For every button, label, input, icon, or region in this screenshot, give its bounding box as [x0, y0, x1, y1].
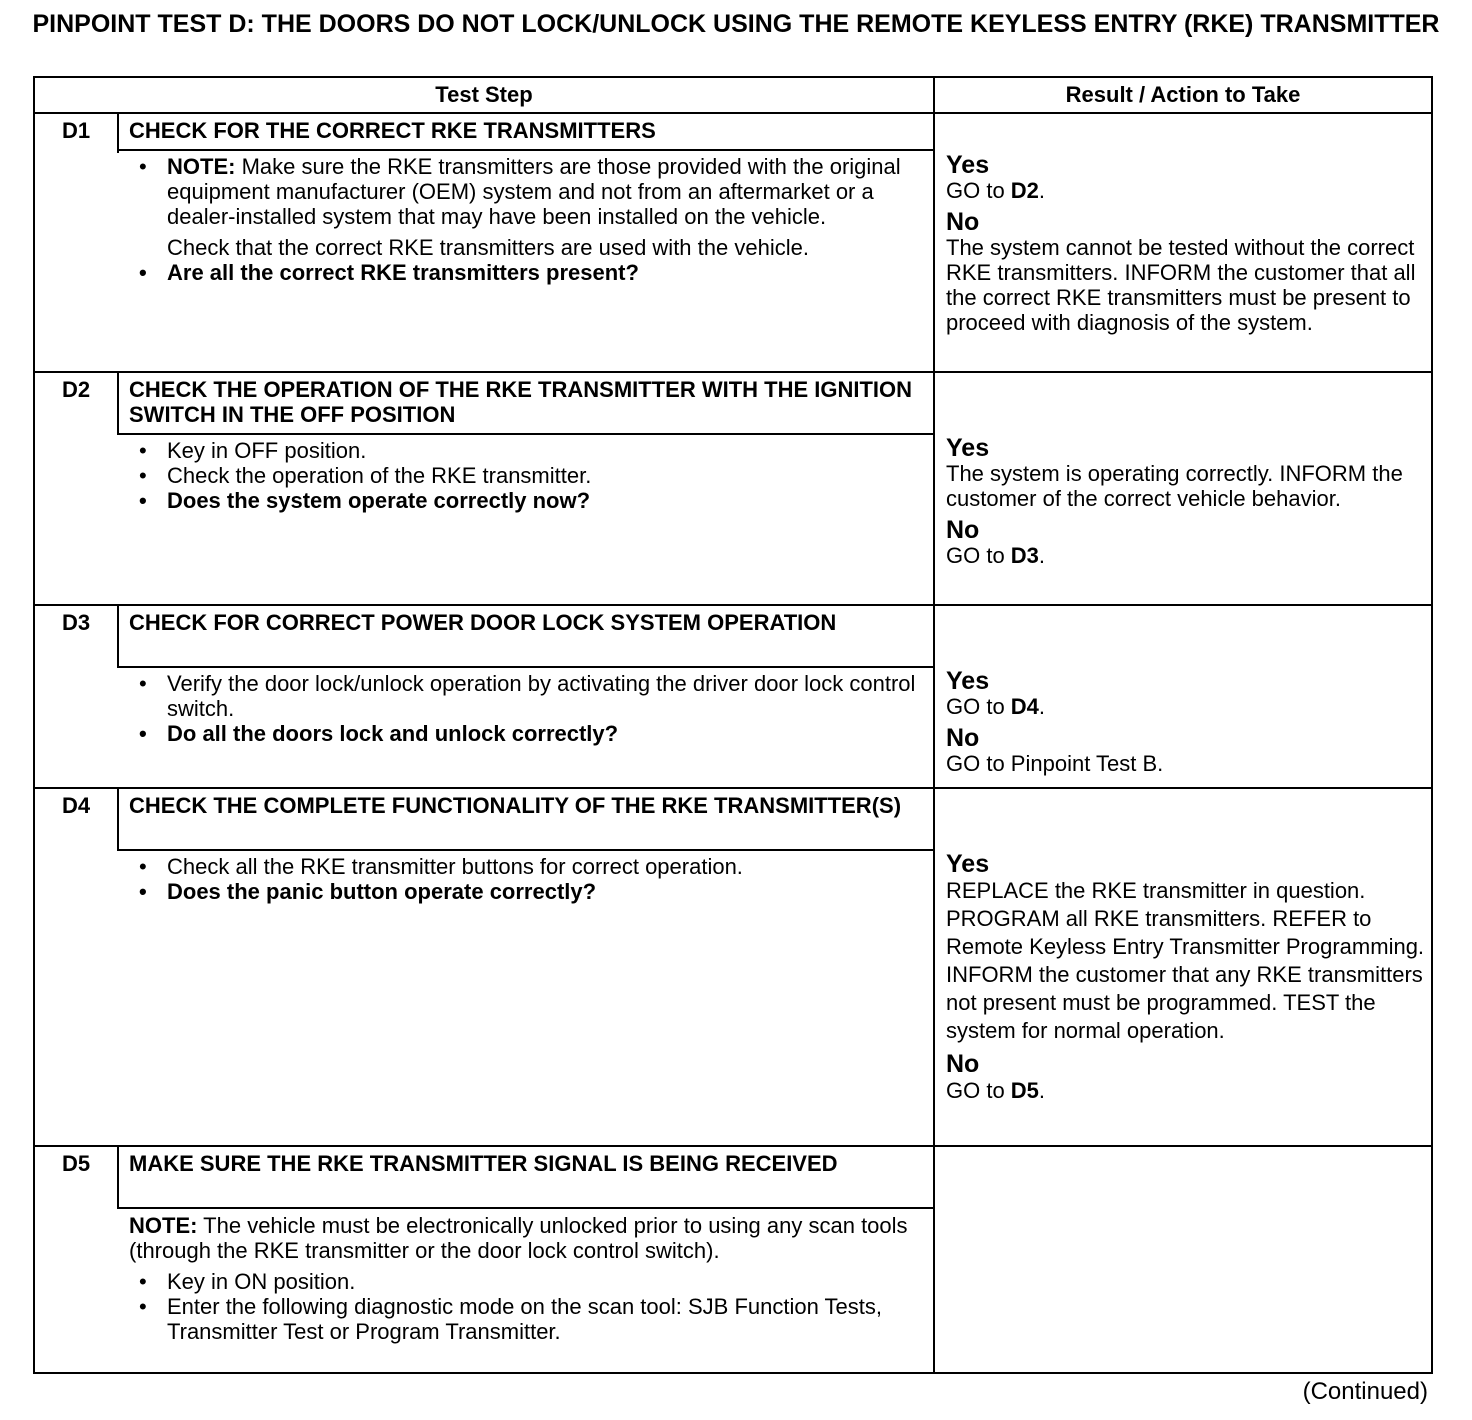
no-action: GO to Pinpoint Test B. [946, 751, 1164, 776]
step-body [129, 438, 919, 513]
step-title: CHECK FOR CORRECT POWER DOOR LOCK SYSTEM OPERATION [129, 610, 837, 635]
bullet: • Check the operation of the RKE transmitter. [129, 463, 919, 488]
step-id: D5 [61, 1151, 91, 1176]
yes-action: The system is operating correctly. INFORM the customer of the correct vehicle behavior. [946, 461, 1403, 511]
step-title: CHECK THE COMPLETE FUNCTIONALITY OF THE RKE TRANSMITTER(S) [129, 793, 902, 818]
no-action: The system cannot be tested without the correct RKE transmitters. INFORM the customer that all the correct RKE transmitters must be present to proceed with diagnosis of the system. [946, 235, 1416, 335]
yes-label: Yes [946, 667, 990, 695]
bullet: • Verify the door lock/unlock operation by activating the driver door lock control switch. [129, 671, 919, 721]
step-title: CHECK THE OPERATION OF THE RKE TRANSMITTER WITH THE IGNITION SWITCH IN THE OFF POSITION [129, 377, 913, 427]
continued-label: (Continued) [1302, 1378, 1428, 1405]
no-action: GO to D3. [946, 543, 1046, 568]
row-rule [35, 1145, 1431, 1147]
id-divider [117, 373, 119, 435]
question: • Does the system operate correctly now? [129, 488, 919, 513]
id-divider [117, 1147, 119, 1209]
id-divider [117, 789, 119, 851]
step-body [129, 671, 919, 746]
question: • Does the panic button operate correctly? [129, 879, 919, 904]
column-divider [933, 78, 935, 1374]
question: • Do all the doors lock and unlock correctly? [129, 721, 919, 746]
yes-label: Yes [946, 434, 990, 462]
no-label: No [946, 208, 980, 236]
step-id: D2 [61, 377, 91, 402]
no-action: GO to D5. [946, 1078, 1046, 1103]
note-bullet: • NOTE: Make sure the RKE transmitters are those provided with the original equipment manufacturer (OEM) system and not from an aftermarket or a dealer-installed system that may have been installed on the vehicle. [129, 154, 919, 229]
id-divider [117, 114, 119, 153]
step-id: D4 [61, 793, 91, 818]
check-text: Check that the correct RKE transmitters are used with the vehicle. [167, 235, 809, 260]
header-rule [35, 112, 1431, 114]
bullet: • Key in ON position. [129, 1269, 919, 1294]
no-label: No [946, 516, 980, 544]
note: NOTE: The vehicle must be electronically unlocked prior to using any scan tools (through the RKE transmitter or the door lock control switch). [129, 1213, 908, 1263]
header-result: Result / Action to Take [1065, 82, 1301, 107]
title-rule [117, 666, 935, 668]
title-rule [117, 433, 935, 435]
yes-action: GO to D4. [946, 694, 1046, 719]
step-id: D3 [61, 610, 91, 635]
result-cell [946, 851, 1426, 1105]
page-title: PINPOINT TEST D: THE DOORS DO NOT LOCK/UNLOCK USING THE REMOTE KEYLESS ENTRY (RKE) TRANSMITTER [32, 10, 1440, 38]
header-test-step: Test Step [435, 82, 533, 107]
yes-action: GO to D2. [946, 178, 1046, 203]
step-title: CHECK FOR THE CORRECT RKE TRANSMITTERS [129, 118, 656, 143]
yes-label: Yes [946, 151, 990, 179]
title-rule [117, 849, 935, 851]
step-id: D1 [61, 118, 91, 143]
no-label: No [946, 1050, 980, 1078]
step-body [129, 154, 919, 285]
step-body [129, 1213, 919, 1344]
row-rule [35, 787, 1431, 789]
yes-label: Yes [946, 850, 990, 878]
pinpoint-test-table [33, 76, 1433, 1374]
result-cell [946, 435, 1424, 568]
id-divider [117, 606, 119, 668]
result-cell [946, 668, 1424, 776]
bullet: • Key in OFF position. [129, 438, 919, 463]
step-body [129, 854, 919, 904]
step-title: MAKE SURE THE RKE TRANSMITTER SIGNAL IS BEING RECEIVED [129, 1151, 838, 1176]
row-rule [35, 604, 1431, 606]
bullet: • Enter the following diagnostic mode on the scan tool: SJB Function Tests, Transmitter Test or Program Transmitter. [129, 1294, 919, 1344]
question: • Are all the correct RKE transmitters present? [129, 260, 919, 285]
title-rule [117, 149, 935, 151]
bullet: • Check all the RKE transmitter buttons for correct operation. [129, 854, 919, 879]
yes-action: REPLACE the RKE transmitter in question. PROGRAM all RKE transmitters. REFER to Remote Keyless Entry Transmitter Programming. INFORM the customer that any RKE transmitters not present must be programmed. TEST the system for normal operation. [946, 878, 1425, 1043]
row-rule [35, 371, 1431, 373]
no-label: No [946, 724, 980, 752]
result-cell [946, 152, 1424, 335]
title-rule [117, 1207, 935, 1209]
